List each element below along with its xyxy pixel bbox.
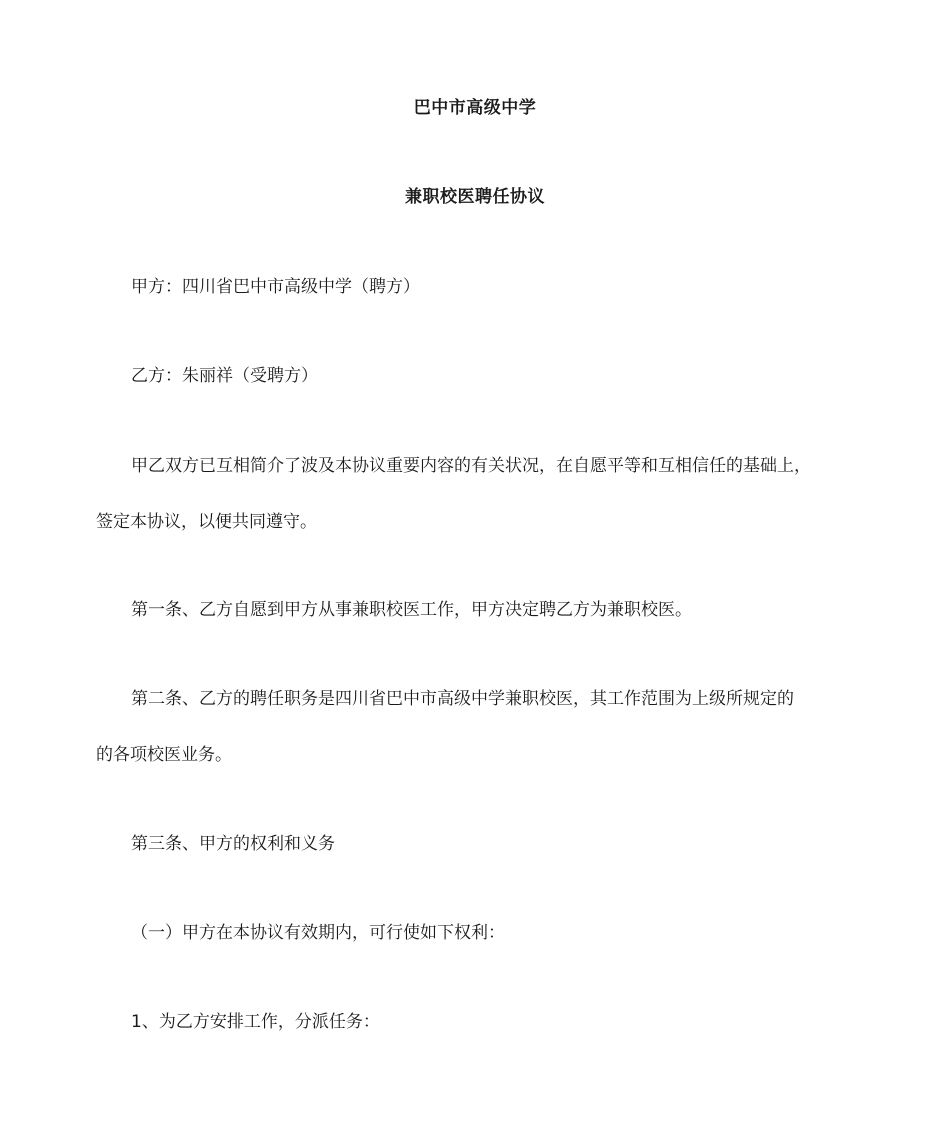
- article-1: 第一条、乙方自愿到甲方从事兼职校医工作，甲方决定聘乙方为兼职校医。: [131, 600, 692, 620]
- article-3-heading: 第三条、甲方的权利和义务: [131, 834, 335, 854]
- article-2-line-2: 的各项校医业务。: [96, 745, 232, 765]
- section-1-heading: （一）甲方在本协议有效期内，可行使如下权利：: [131, 923, 505, 943]
- party-b-line: 乙方：朱丽祥（受聘方）: [131, 366, 318, 386]
- school-title: 巴中市高级中学: [413, 98, 537, 118]
- preamble-line-1: 甲乙双方已互相简介了波及本协议重要内容的有关状况，在自愿平等和互相信任的基础上，: [131, 456, 811, 476]
- agreement-title: 兼职校医聘任协议: [405, 187, 545, 207]
- preamble-line-2: 签定本协议，以便共同遵守。: [96, 512, 317, 532]
- article-2-line-1: 第二条、乙方的聘任职务是四川省巴中市高级中学兼职校医，其工作范围为上级所规定的: [131, 689, 794, 709]
- list-item-1: 1、为乙方安排工作，分派任务：: [131, 1012, 380, 1032]
- party-a-line: 甲方：四川省巴中市高级中学（聘方）: [131, 277, 420, 297]
